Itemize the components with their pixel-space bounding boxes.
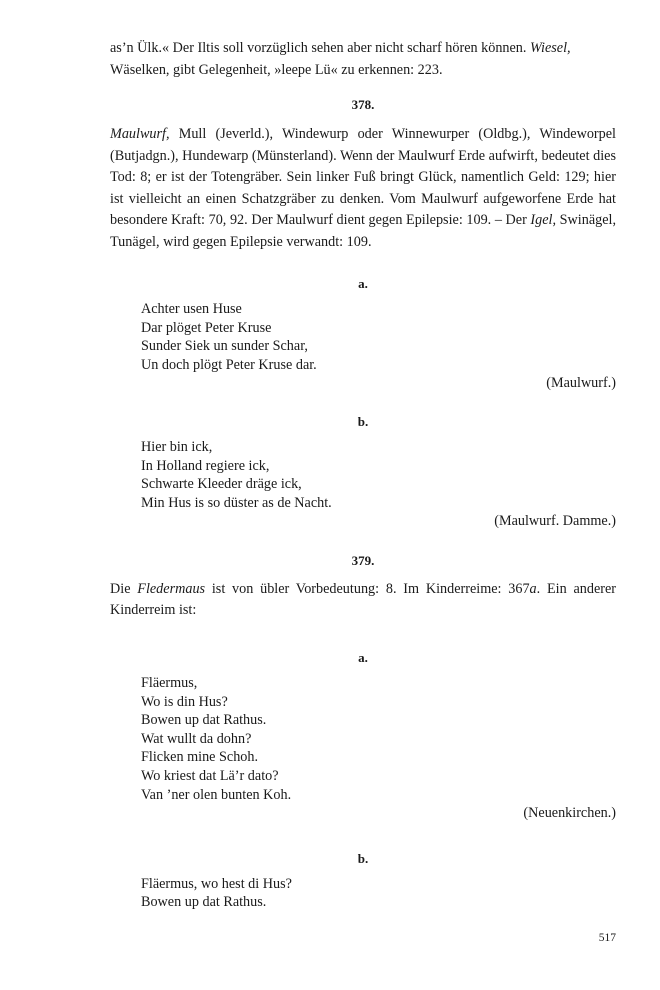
verse-line: Achter usen Huse	[141, 301, 242, 317]
verse-line: Van ’ner olen bunten Koh.	[141, 786, 292, 803]
verse-line: Hier bin ick,	[141, 438, 213, 455]
page-number: 517	[598, 932, 616, 944]
verse-line: Min Hus is so düster as de Nacht.	[141, 494, 332, 511]
subsection-heading-379b: b.	[357, 850, 369, 866]
section-379-text-mid: ist von übler Vorbedeutung: 8. Im Kinderreime: 367	[205, 580, 530, 597]
term-maulwurf: Maulwurf,	[110, 126, 170, 142]
intro-paragraph	[110, 38, 616, 81]
section-heading-379: 379.	[351, 552, 375, 568]
verse-line: Bowen up dat Rathus.	[141, 712, 267, 729]
verse-line: Bowen up dat Rathus.	[141, 894, 267, 911]
verse-379a	[141, 674, 616, 804]
term-fledermaus: Fledermaus	[137, 580, 206, 597]
term-igel: Igel,	[530, 212, 557, 228]
section-heading-378: 378.	[351, 97, 375, 112]
verse-source-378a: (Maulwurf.)	[546, 375, 616, 392]
section-378-text-end: Swinägel, Tunägel, wird gegen Epilepsie verwandt: 109.	[110, 212, 616, 250]
verse-378b	[141, 438, 616, 512]
verse-line: Fläermus,	[141, 674, 198, 691]
reference-suffix: a	[529, 580, 537, 597]
verse-line: Schwarte Kleeder dräge ick,	[141, 476, 302, 493]
verse-378a	[141, 300, 616, 374]
verse-line: Sunder Siek un sunder Schar,	[141, 338, 308, 355]
verse-line: Un doch plögt Peter Kruse dar.	[141, 356, 317, 373]
verse-line: Wat wullt da dohn?	[141, 730, 252, 747]
verse-379b	[141, 875, 616, 912]
intro-emphasis: Wiesel,	[530, 40, 571, 56]
intro-text: as’n Ülk.« Der Iltis soll vorzüglich sehen aber nicht scharf hören können.	[110, 40, 530, 56]
verse-line: Fläermus, wo hest di Hus?	[141, 875, 292, 892]
verse-line: Wo is din Hus?	[141, 693, 228, 710]
verse-line: Wo kriest dat Lä’r dato?	[141, 767, 279, 784]
section-379-paragraph	[110, 579, 616, 622]
verse-line: Flicken mine Schoh.	[141, 749, 259, 766]
verse-line: Dar plöget Peter Kruse	[141, 319, 272, 336]
section-379-text: Die	[110, 580, 138, 597]
subsection-heading-379a: a.	[358, 649, 368, 665]
section-378-paragraph	[110, 124, 616, 253]
verse-source-378b: (Maulwurf. Damme.)	[494, 513, 616, 530]
section-378-text: Mull (Jeverld.), Windewurp oder Winnewurper (Oldbg.), Windeworpel (Butjadgn.), Hundewarp (Münsterland). Wenn der Maulwurf Erde aufwirft, bedeutet dies Tod: 8; er ist der Totengräber. Sein linker Fuß bringt Glück, namentlich Geld: 129; hier ist vielleicht an einen Schatzgräber zu denken. Vom Maulwurf aufgeworfene Erde hat besondere Kraft: 70, 92. Der Maulwurf dient gegen Epilepsie: 109. – Der	[110, 126, 616, 228]
subsection-heading-378a: a.	[358, 276, 368, 291]
section-379-text-end: . Ein anderer Kinderreim ist:	[110, 580, 616, 619]
page-body	[110, 38, 616, 912]
verse-line: In Holland regiere ick,	[141, 457, 270, 474]
verse-source-379a: (Neuenkirchen.)	[523, 805, 616, 822]
subsection-heading-378b: b.	[357, 413, 369, 429]
intro-text-line2: Wäselken, gibt Gelegenheit, »leepe Lü« zu erkennen: 223.	[110, 61, 443, 78]
